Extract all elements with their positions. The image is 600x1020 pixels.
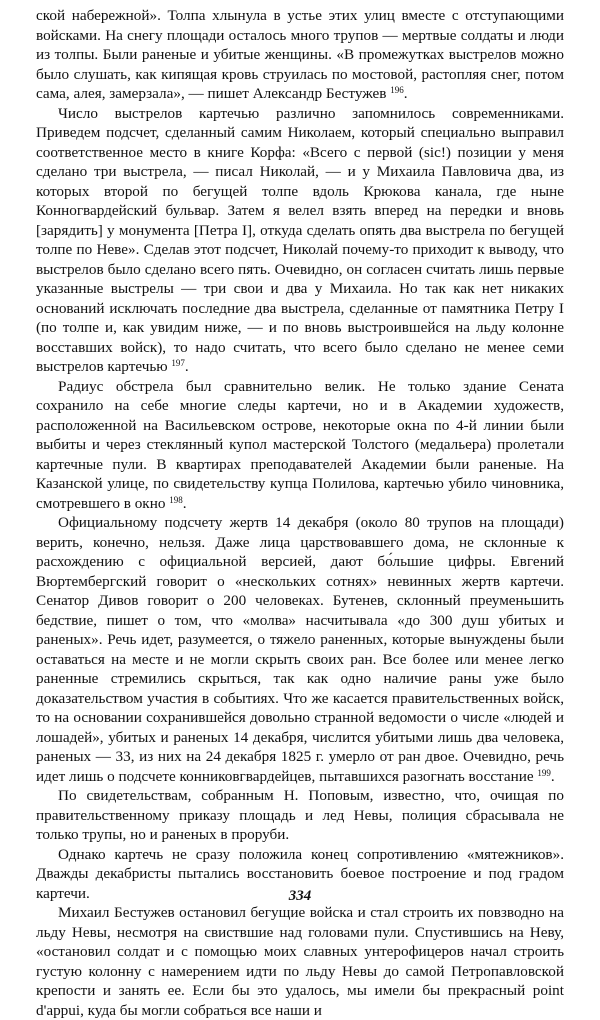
page-number: 334 [288, 888, 312, 904]
footnote-ref-196: 196 [390, 85, 404, 95]
paragraph-1: ской набережной». Толпа хлынула в устье этих улиц вместе с отступающими войсками. На снегу площади осталось много трупов — мертвые солдаты и люди из толпы. Были раненые и убитые женщины. «В промежутках выстрелов можно было слушать, как кипящая кровь струилась по мостовой, растопляя снег, потом сама, алея, замерзала», — пишет Александр Бестужев $^{196}$. [36, 7, 564, 102]
paragraph-4-text: Официальному подсчету жертв 14 декабря (около 80 трупов на площади) верить, конечно, нельзя. Даже лица царствовавшего дома, не склонные к расхождению с официальной версией, дают бо́льшие цифры. Евгений Вюртембергский говорит о «нескольких сотнях» невинных жертв картечи. Сенатор Дивов говорит о 200 человеках. Бутенев, склонный преуменьшить бедствие, пишет о том, что «молва» насчитывала «до 300 душ убитых и раненых». Речь идет, разумеется, о тяжело раненных, которые вынуждены были оставаться на месте и не могли скрыть своих ран. Все более или менее легко раненные стремились скрыться, так как одно наличие раны уже было доказательством участия в событиях. Что же касается правительственных войск, то на основании сохранившейся довольно странной ведомости о числе «людей и лошадей», убитых и раненых 14 декабря, числится убитыми лишь два человека, раненых — 33, из них на 24 декабря 1825 г. умерло от ран двое. Очевидно, речь идет лишь о подсчете конниковгвардейцев, пытавшихся разогнать восстание [36, 514, 564, 785]
paragraph-3-text: Радиус обстрела был сравнительно велик. Не только здание Сената сохранило на себе многие следы картечи, но и в Академии художеств, расположенной на Васильевском острове, некоторые окна по 4-й линии были выбиты и через стеклянный купол мастерской Толстого (медальера) пролетали картечные пули. В квартирах преподавателей Академии были раненые. На Казанской улице, по свидетельству купца Полилова, картечью убило чиновника, смотревшего в окно [36, 377, 564, 512]
paragraph-7 [36, 903, 564, 1020]
paragraph-5-text: По свидетельствам, собранным Н. Поповым, известно, что, очищая по правительственному приказу площадь и лед Невы, полиция сбрасывала не только трупы, но и раненых в проруби. [36, 787, 564, 843]
footnote-ref-198: 198 [169, 494, 183, 505]
paragraph-5 [36, 786, 564, 845]
paragraph-7-text: Михаил Бестужев остановил бегущие войска и стал строить их повзводно на льду Невы, несмотря на свиствшие над головами пули. Спустившись на Неву, «остановил солдат и с помощью моих славных унтерофицеров начал строить густую колонну с намерением идти по льду Невы до самой Петропавловской крепости и занять ее. Если бы это удалось, мы имели бы прекрасный point d'appui, куда бы могли собраться все наши и [36, 904, 564, 1019]
paragraph-4: Официальному подсчету жертв 14 декабря (около 80 трупов на площади) верить, конечно, нельзя. Даже лица царствовавшего дома, не склонные к расхождению с официальной версией, дают бо́льшие цифры. Евгений Вюртембергский говорит о «нескольких сотнях» невинных жертв картечи. Сенатор Дивов говорит о 200 человеках. Бутенев, склонный преуменьшить бедствие, пишет о том, что «молва» насчитывала «до 300 душ убитых и раненых». Речь идет, разумеется, о тяжело раненных, которые вынуждены были оставаться на месте и не могли скрыть своих ран. Все более или менее легко раненные стремились скрыться, так как одно наличие раны уже было доказательством участия в событиях. Что же касается правительственных войск, то на основании сохранившейся довольно странной ведомости о числе «людей и лошадей», убитых и раненых 14 декабря, числится убитыми лишь два человека, раненых — 33, из них на 24 декабря 1825 г. умерло от ран двое. Очевидно, речь идет лишь о подсчете конниковгвардейцев, пытавшихся разогнать восстание $^{199}$. [36, 514, 564, 785]
page-text [36, 6, 564, 1020]
paragraph-2-text: Число выстрелов картечью различно запомнилось современниками. Приведем подсчет, сделанный самим Николаем, который специально выправил соответственное место в книге Корфа: «Всего с первой (sic!) позиции у меня сделано три выстрела, — писал Николай, — и у Михаила Павловича два, из которых второй по бегущей толпе вдоль Крюкова канала, где ныне Конногвардейский бульвар. Затем я велел взять вперед на передки и вновь [зарядить] у монумента [Петра I], откуда сделать опять два выстрела по бегущей толпе по Неве». Сделав этот подсчет, Николай почему-то приходит к выводу, что выстрелов было сделано всего пять. Очевидно, он согласен считать лишь первые указанные выстрелы — три свои и два у Михаила. Но так как нет никаких оснований исключать последние два выстрела, сделанные от памятника Петру I (по толпе и, как увидим ниже, — и по вновь выстроившейся на льду колонне восставших войск), то надо считать, что всего было сделано не менее семи выстрелов картечью [36, 104, 564, 375]
paragraph-2: Число выстрелов картечью различно запомнилось современниками. Приведем подсчет, сделанный самим Николаем, который специально выправил соответственное место в книге Корфа: «Всего с первой (sic!) позиции у меня сделано три выстрела, — писал Николай, — и у Михаила Павловича два, из которых второй по бегущей толпе вдоль Крюкова канала, где ныне Конногвардейский бульвар. Затем я велел взять вперед на передки и вновь [зарядить] у монумента [Петра I], откуда сделать опять два выстрела по бегущей толпе по Неве». Сделав этот подсчет, Николай почему-то приходит к выводу, что выстрелов было сделано всего пять. Очевидно, он согласен считать лишь первые указанные выстрелы — три свои и два у Михаила. Но так как нет никаких оснований исключать последние два выстрела, сделанные от памятника Петру I (по толпе и, как увидим ниже, — и по вновь выстроившейся на льду колонне восставших войск), то надо считать, что всего было сделано не менее семи выстрелов картечью $^{197}$. [36, 104, 564, 375]
paragraph-1-text: ской набережной». Толпа хлынула в устье этих улиц вместе с отступающими войсками. На снегу площади осталось много трупов — мертвые солдаты и люди из толпы. Были раненые и убитые женщины. «В промежутках выстрелов можно было слушать, как кипящая кровь струилась по мостовой, растопляя снег, потом сама, алея, замерзала», — пишет Александр Бестужев [36, 7, 564, 102]
footnote-ref-199: 199 [537, 767, 551, 778]
footnote-ref-197: 197 [171, 358, 185, 368]
paragraph-6-text: Однако картечь не сразу положила конец сопротивлению «мятежников». Дважды декабристы пытались восстановить боевое построение и под градом картечи. [36, 845, 564, 902]
paragraph-3: Радиус обстрела был сравнительно велик. Не только здание Сената сохранило на себе многие следы картечи, но и в Академии художеств, расположенной на Васильевском острове, некоторые окна по 4-й линии были выбиты и через стеклянный купол мастерской Толстого (медальера) пролетали картечные пули. В квартирах преподавателей Академии были раненые. На Казанской улице, по свидетельству купца Полилова, картечью убило чиновника, смотревшего в окно $^{198}$. [36, 377, 564, 512]
